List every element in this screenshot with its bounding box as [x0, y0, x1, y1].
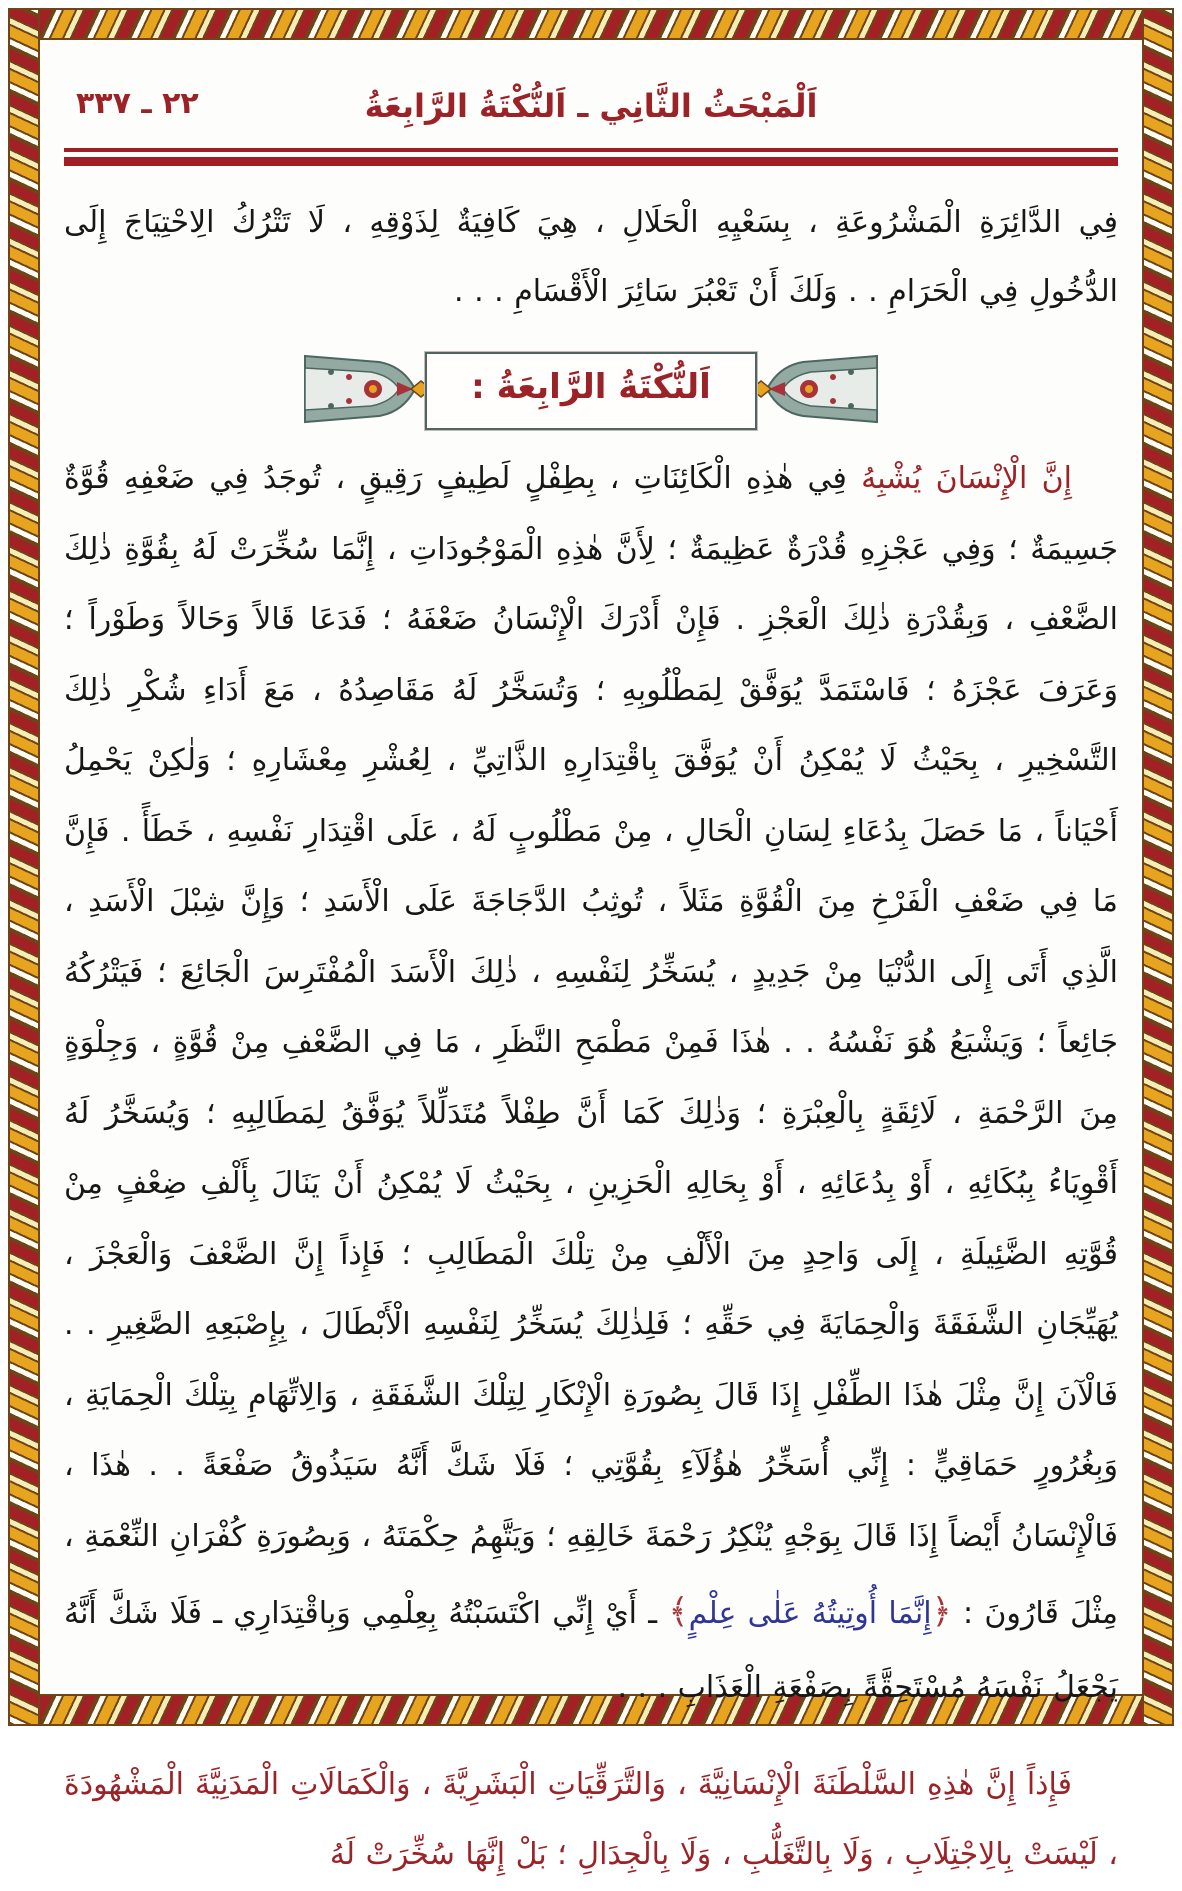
heading-ornament-left-icon	[749, 346, 877, 436]
main-paragraph	[64, 444, 1118, 1724]
page-title: اَلْمَبْحَثُ الثَّانِي ـ اَلنُّكْتَةُ الرَّابِعَةُ	[364, 87, 818, 125]
section-heading-label: اَلنُّكْتَةُ الرَّابِعَةُ :	[425, 352, 757, 430]
section-heading	[62, 346, 1120, 436]
quran-bracket-close: ﴾	[668, 1592, 689, 1632]
frame-border-left	[8, 8, 40, 1726]
page-number: ٢٢ ـ ٣٣٧	[76, 86, 199, 121]
frame-border-top	[8, 8, 1174, 40]
page-header	[62, 82, 1120, 166]
page-content	[38, 38, 1144, 1873]
lead-red-phrase: إِنَّ الْإِنْسَانَ يُشْبِهُ	[861, 461, 1072, 496]
body-text-before-verse: فِي هٰذِهِ الْكَائِنَاتِ ، بِطِفْلٍ لَطِيفٍ رَقِيقٍ ، تُوجَدُ فِي ضَعْفِهِ قُوَّةٌ جَسِيمَةٌ ؛ وَفِي عَجْزِهِ قُدْرَةٌ عَظِيمَةٌ ؛ لِأَنَّ هٰذِهِ الْمَوْجُودَاتِ ، إِنَّمَا سُخِّرَتْ لَهُ بِقُوَّةِ ذٰلِكَ الضَّعْفِ ، وَبِقُدْرَةِ ذٰلِكَ الْعَجْزِ . فَإِنْ أَدْرَكَ الْإِنْسَانُ ضَعْفَهُ ؛ فَدَعَا قَالاً وَحَالاً وَطَوْراً ؛ وَعَرَفَ عَجْزَهُ ؛ فَاسْتَمَدَّ يُوَفَّقْ لِمَطْلُوبِهِ ؛ وَتُسَخَّرُ لَهُ مَقَاصِدُهُ ، مَعَ أَدَاءِ شُكْرِ ذٰلِكَ التَّسْخِيرِ ، بِحَيْثُ لَا يُمْكِنُ أَنْ يُوَفَّقَ بِاقْتِدَارِهِ الذَّاتِيِّ ، لِعُشْرِ مِعْشَارِهِ ؛ وَلٰكِنْ يَحْمِلُ أَحْيَاناً ، مَا حَصَلَ بِدُعَاءِ لِسَانِ الْحَالِ ، مِنْ مَطْلُوبٍ لَهُ ، عَلَى اقْتِدَارِ نَفْسِهِ ، خَطَأً . فَإِنَّ مَا فِي ضَعْفِ الْفَرْخِ مِنَ الْقُوَّةِ مَثَلاً ، تُوثِبُ الدَّجَاجَةَ عَلَى الْأَسَدِ ؛ وَإِنَّ شِبْلَ الْأَسَدِ ، الَّذِي أَتَى إِلَى الدُّنْيَا مِنْ جَدِيدٍ ، يُسَخِّرُ لِنَفْسِهِ ، ذٰلِكَ الْأَسَدَ الْمُفْتَرِسَ الْجَائِعَ ؛ فَيَتْرُكُهُ جَائِعاً ؛ وَيَشْبَعُ هُوَ نَفْسُهُ . . هٰذَا فَمِنْ مَطْمَحِ النَّظَرِ ، مَا فِي الضَّعْفِ مِنْ قُوَّةٍ ، وَجِلْوَةٍ مِنَ الرَّحْمَةِ ، لَائِقَةٍ بِالْعِبْرَةِ ؛ وَذٰلِكَ كَمَا أَنَّ طِفْلاً مُتَدَلِّلاً يُوَفَّقُ لِمَطَالِبِهِ ؛ وَيُسَخَّرُ لَهُ أَقْوِيَاءُ بِبُكَائِهِ ، أَوْ بِدُعَائِهِ ، أَوْ بِحَالِهِ الْحَزِينِ ، بِحَيْثُ لَا يُمْكِنُ أَنْ يَنَالَ بِأَلْفِ ضِعْفٍ مِنْ قُوَّتِهِ الضَّئِيلَةِ ، إِلَى وَاحِدٍ مِنَ الْأَلْفِ مِنْ تِلْكَ الْمَطَالِبِ ؛ فَإِذاً إِنَّ الضَّعْفَ وَالْعَجْزَ ، يُهَيِّجَانِ الشَّفَقَةَ وَالْحِمَايَةَ فِي حَقِّهِ ؛ فَلِذٰلِكَ يُسَخِّرُ لِنَفْسِهِ الْأَبْطَالَ ، بِإِصْبَعِهِ الصَّغِيرِ . . فَالْآنَ إِنَّ مِثْلَ هٰذَا الطِّفْلِ إِذَا قَالَ بِصُورَةِ الْإِنْكَارِ لِتِلْكَ الشَّفَقَةِ ، وَالِاتِّهَامِ بِتِلْكَ الْحِمَايَةِ ، وَبِغُرُورٍ حَمَاقِيٍّ : إِنِّي أُسَخِّرُ هٰؤُلَآءِ بِقُوَّتِي ؛ فَلَا شَكَّ أَنَّهُ سَيَذُوقُ صَفْعَةً . . هٰذَا ، فَالْإِنْسَانُ أَيْضاً إِذَا قَالَ بِوَجْهٍ يُنْكِرُ رَحْمَةَ خَالِقِهِ ؛ وَيَتَّهِمُ حِكْمَتَهُ ، وَبِصُورَةِ كُفْرَانِ النِّعْمَةِ ، مِثْلَ قَارُونَ :	[64, 461, 1118, 1631]
header-divider-thin-rule	[64, 148, 1118, 152]
frame-border-right	[1142, 8, 1174, 1726]
closing-paragraph: فَإِذاً إِنَّ هٰذِهِ السَّلْطَنَةَ الْإِنْسَانِيَّةَ ، وَالتَّرَقِّيَاتِ الْبَشَرِيَّةَ ، وَالْكَمَالَاتِ الْمَدَنِيَّةَ الْمَشْهُودَةَ ، لَيْسَتْ بِالِاجْتِلَابِ ، وَلَا بِالتَّغَلُّبِ ، وَلَا بِالْجِدَالِ ؛ بَلْ إِنَّهَا سُخِّرَتْ لَهُ	[64, 1766, 1118, 1873]
header-divider	[64, 148, 1118, 166]
header-divider-thick-rule	[64, 157, 1118, 166]
heading-ornament-right-icon	[305, 346, 433, 436]
quran-bracket-open: ﴿	[931, 1592, 952, 1632]
quran-verse: إِنَّمَا أُوتِيتُهُ عَلٰى عِلْمٍ	[688, 1596, 932, 1631]
intro-paragraph: فِي الدَّائِرَةِ الْمَشْرُوعَةِ ، بِسَعْيِهِ الْحَلَالِ ، هِيَ كَافِيَةٌ لِذَوْقِهِ ، لَا تَتْرُكُ الِاحْتِيَاجَ إِلَى الدُّخُولِ فِي الْحَرَامِ . . وَلَكَ أَنْ تَعْبُرَ سَائِرَ الْأَقْسَامِ . . .	[64, 205, 1118, 309]
body-text-after-verse: ـ أَيْ إِنِّي اكْتَسَبْتُهُ بِعِلْمِي وَبِاقْتِدَارِي ـ فَلَا شَكَّ أَنَّهُ يَجْعَلُ نَفْسَهُ مُسْتَحِقَّةً بِصَفْعَةِ الْعَذَابِ . . .	[64, 1596, 1118, 1706]
